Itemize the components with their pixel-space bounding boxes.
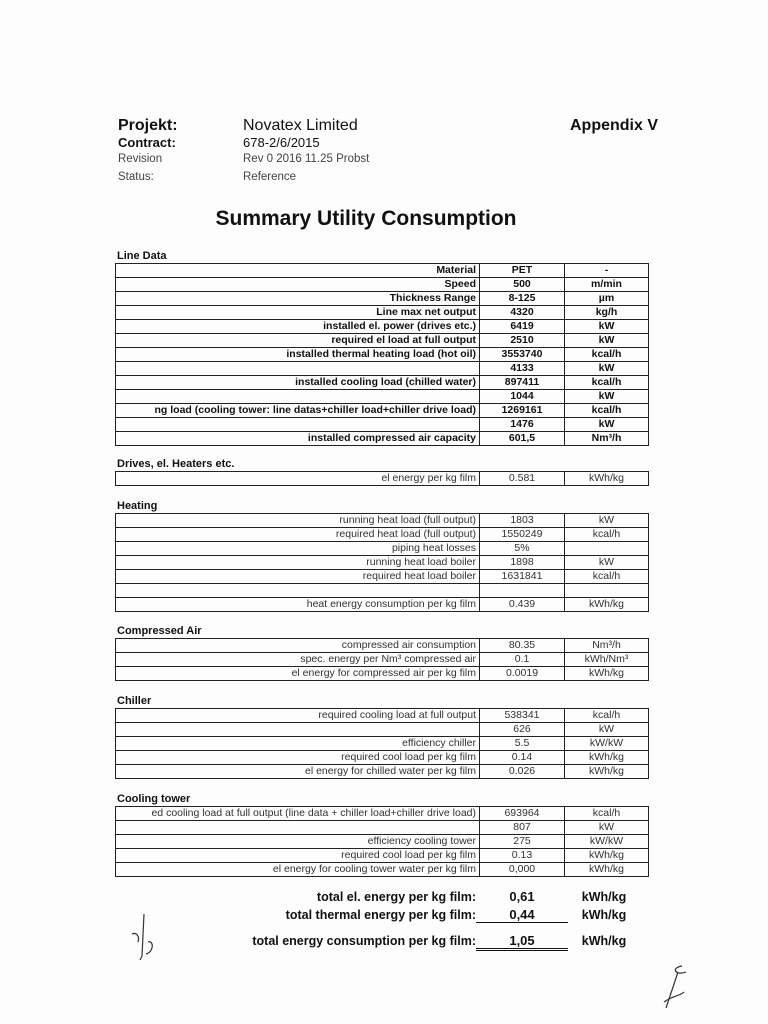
contract-value: 678-2/6/2015 <box>243 135 320 150</box>
handwritten-mark-icon <box>124 912 164 962</box>
row-label <box>116 418 480 432</box>
row-value: 0.439 <box>480 598 565 612</box>
total-thermal-row <box>120 907 640 925</box>
projekt-label: Projekt: <box>118 117 178 134</box>
revision-row <box>118 153 658 171</box>
table-row <box>116 863 649 877</box>
total-thermal-label: total thermal energy per kg film: <box>285 908 476 922</box>
table-row <box>116 278 649 292</box>
row-unit: kW <box>565 334 649 348</box>
row-value: 897411 <box>480 376 565 390</box>
row-label: Line max net output <box>116 306 480 320</box>
row-label: el energy for chilled water per kg film <box>116 765 480 779</box>
row-label <box>116 584 480 598</box>
row-unit: kg/h <box>565 306 649 320</box>
row-value <box>480 584 565 598</box>
row-unit: kW/kW <box>565 835 649 849</box>
table-row <box>116 472 649 486</box>
row-value: 0.13 <box>480 849 565 863</box>
total-el-value: 0,61 <box>509 889 535 904</box>
row-value: 275 <box>480 835 565 849</box>
row-label: required el load at full output <box>116 334 480 348</box>
table-row <box>116 653 649 667</box>
row-label <box>116 390 480 404</box>
row-unit: Nm³/h <box>565 639 649 653</box>
section-heading: Cooling tower <box>117 793 191 805</box>
row-label: required heat load (full output) <box>116 528 480 542</box>
row-unit: Nm³/h <box>565 432 649 446</box>
section-table <box>115 708 649 779</box>
row-value: 807 <box>480 821 565 835</box>
row-unit: kW <box>565 514 649 528</box>
table-row <box>116 598 649 612</box>
row-label: piping heat losses <box>116 542 480 556</box>
row-label: installed cooling load (chilled water) <box>116 376 480 390</box>
row-label: heat energy consumption per kg film <box>116 598 480 612</box>
row-label <box>116 362 480 376</box>
row-unit: kW <box>565 723 649 737</box>
row-label: compressed air consumption <box>116 639 480 653</box>
table-row <box>116 667 649 681</box>
row-value: 1044 <box>480 390 565 404</box>
table-row <box>116 334 649 348</box>
row-value: PET <box>480 264 565 278</box>
table-row <box>116 849 649 863</box>
table-row <box>116 320 649 334</box>
projekt-value: Novatex Limited <box>243 117 358 134</box>
total-el-row <box>120 889 640 907</box>
table-row <box>116 639 649 653</box>
section-table <box>115 806 649 877</box>
section-table <box>115 263 649 446</box>
total-energy-row <box>120 933 640 951</box>
status-value: Reference <box>243 171 297 183</box>
row-value: 1898 <box>480 556 565 570</box>
row-value: 500 <box>480 278 565 292</box>
row-label: installed compressed air capacity <box>116 432 480 446</box>
row-unit: kWh/kg <box>565 667 649 681</box>
row-unit: kcal/h <box>565 348 649 362</box>
row-label: spec. energy per Nm³ compressed air <box>116 653 480 667</box>
row-value: 1476 <box>480 418 565 432</box>
row-unit: kWh/kg <box>565 863 649 877</box>
signature-icon <box>656 962 696 1012</box>
table-row <box>116 404 649 418</box>
table-row <box>116 835 649 849</box>
table-row <box>116 514 649 528</box>
table-row <box>116 418 649 432</box>
row-value: 4320 <box>480 306 565 320</box>
row-label: required cooling load at full output <box>116 709 480 723</box>
row-unit: kW <box>565 320 649 334</box>
section-heading: Chiller <box>117 695 152 707</box>
row-value: 8-125 <box>480 292 565 306</box>
section-heading: Heating <box>117 500 158 512</box>
row-value: 5% <box>480 542 565 556</box>
revision-label: Revision <box>118 153 163 165</box>
row-label: running heat load boiler <box>116 556 480 570</box>
row-unit: kWh/kg <box>565 751 649 765</box>
row-value: 0.0019 <box>480 667 565 681</box>
row-label: Material <box>116 264 480 278</box>
row-value: 5.5 <box>480 737 565 751</box>
contract-label: Contract: <box>118 135 176 150</box>
table-row <box>116 264 649 278</box>
row-value: 538341 <box>480 709 565 723</box>
row-label: installed thermal heating load (hot oil) <box>116 348 480 362</box>
document-header <box>118 117 658 189</box>
row-value: 0.14 <box>480 751 565 765</box>
row-value: 4133 <box>480 362 565 376</box>
row-value: 601,5 <box>480 432 565 446</box>
total-thermal-unit: kWh/kg <box>581 908 627 922</box>
status-label: Status: <box>118 171 154 183</box>
table-row <box>116 709 649 723</box>
section-table <box>115 471 649 486</box>
section-heading: Compressed Air <box>117 625 202 637</box>
table-row <box>116 528 649 542</box>
row-value: 0.581 <box>480 472 565 486</box>
row-unit: kcal/h <box>565 709 649 723</box>
row-unit: kcal/h <box>565 807 649 821</box>
row-label: Speed <box>116 278 480 292</box>
total-thermal-value: 0,44 <box>476 907 568 923</box>
row-label: required heat load boiler <box>116 570 480 584</box>
row-value: 1631841 <box>480 570 565 584</box>
row-value: 6419 <box>480 320 565 334</box>
row-unit: kW <box>565 362 649 376</box>
section-heading: Drives, el. Heaters etc. <box>117 458 235 470</box>
table-row <box>116 765 649 779</box>
row-value: 80.35 <box>480 639 565 653</box>
row-unit: kcal/h <box>565 404 649 418</box>
row-value: 0,000 <box>480 863 565 877</box>
projekt-row <box>118 117 658 135</box>
row-unit: kWh/Nm³ <box>565 653 649 667</box>
row-value: 1803 <box>480 514 565 528</box>
row-unit: kW <box>565 821 649 835</box>
row-unit: - <box>565 264 649 278</box>
row-value: 1269161 <box>480 404 565 418</box>
row-label: Thickness Range <box>116 292 480 306</box>
table-row <box>116 570 649 584</box>
row-unit: kW <box>565 390 649 404</box>
table-row <box>116 584 649 598</box>
row-label <box>116 821 480 835</box>
row-label <box>116 723 480 737</box>
row-value: 1550249 <box>480 528 565 542</box>
row-unit: kWh/kg <box>565 765 649 779</box>
row-value: 0.026 <box>480 765 565 779</box>
table-row <box>116 821 649 835</box>
row-unit: kWh/kg <box>565 849 649 863</box>
total-energy-value: 1,05 <box>476 933 568 951</box>
total-energy-label: total energy consumption per kg film: <box>252 934 476 948</box>
row-value: 693964 <box>480 807 565 821</box>
row-unit: µm <box>565 292 649 306</box>
table-row <box>116 751 649 765</box>
row-unit: kWh/kg <box>565 598 649 612</box>
contract-row <box>118 135 658 153</box>
row-label: required cool load per kg film <box>116 751 480 765</box>
table-row <box>116 807 649 821</box>
row-label: el energy for compressed air per kg film <box>116 667 480 681</box>
row-unit <box>565 542 649 556</box>
row-unit: kW <box>565 556 649 570</box>
table-row <box>116 556 649 570</box>
table-row <box>116 432 649 446</box>
row-unit: kcal/h <box>565 528 649 542</box>
table-row <box>116 737 649 751</box>
table-row <box>116 542 649 556</box>
table-row <box>116 362 649 376</box>
section-heading: Line Data <box>117 250 167 262</box>
row-unit <box>565 584 649 598</box>
row-label: required cool load per kg film <box>116 849 480 863</box>
row-label: el energy for cooling tower water per kg film <box>116 863 480 877</box>
totals-block <box>120 889 640 951</box>
total-el-unit: kWh/kg <box>581 890 627 904</box>
row-label: installed el. power (drives etc.) <box>116 320 480 334</box>
row-label: ng load (cooling tower: line datas+chiller load+chiller drive load) <box>116 404 480 418</box>
row-value: 2510 <box>480 334 565 348</box>
total-el-label: total el. energy per kg film: <box>316 890 476 904</box>
row-unit: kW <box>565 418 649 432</box>
total-energy-unit: kWh/kg <box>581 934 627 948</box>
table-row <box>116 306 649 320</box>
section-table <box>115 513 649 612</box>
row-label: efficiency cooling tower <box>116 835 480 849</box>
table-row <box>116 292 649 306</box>
table-row <box>116 390 649 404</box>
row-unit: kWh/kg <box>565 472 649 486</box>
row-value: 0.1 <box>480 653 565 667</box>
revision-value: Rev 0 2016 11.25 Probst <box>243 153 370 165</box>
section-table <box>115 638 649 681</box>
row-value: 626 <box>480 723 565 737</box>
row-unit: kcal/h <box>565 570 649 584</box>
status-row <box>118 171 658 189</box>
row-unit: kcal/h <box>565 376 649 390</box>
table-row <box>116 376 649 390</box>
row-unit: m/min <box>565 278 649 292</box>
row-label: running heat load (full output) <box>116 514 480 528</box>
document-title: Summary Utility Consumption <box>215 207 517 230</box>
row-label: efficiency chiller <box>116 737 480 751</box>
table-row <box>116 348 649 362</box>
table-row <box>116 723 649 737</box>
row-label: ed cooling load at full output (line data + chiller load+chiller drive load) <box>116 807 480 821</box>
row-unit: kW/kW <box>565 737 649 751</box>
row-label: el energy per kg film <box>116 472 480 486</box>
appendix-label: Appendix V <box>569 117 658 134</box>
row-value: 3553740 <box>480 348 565 362</box>
